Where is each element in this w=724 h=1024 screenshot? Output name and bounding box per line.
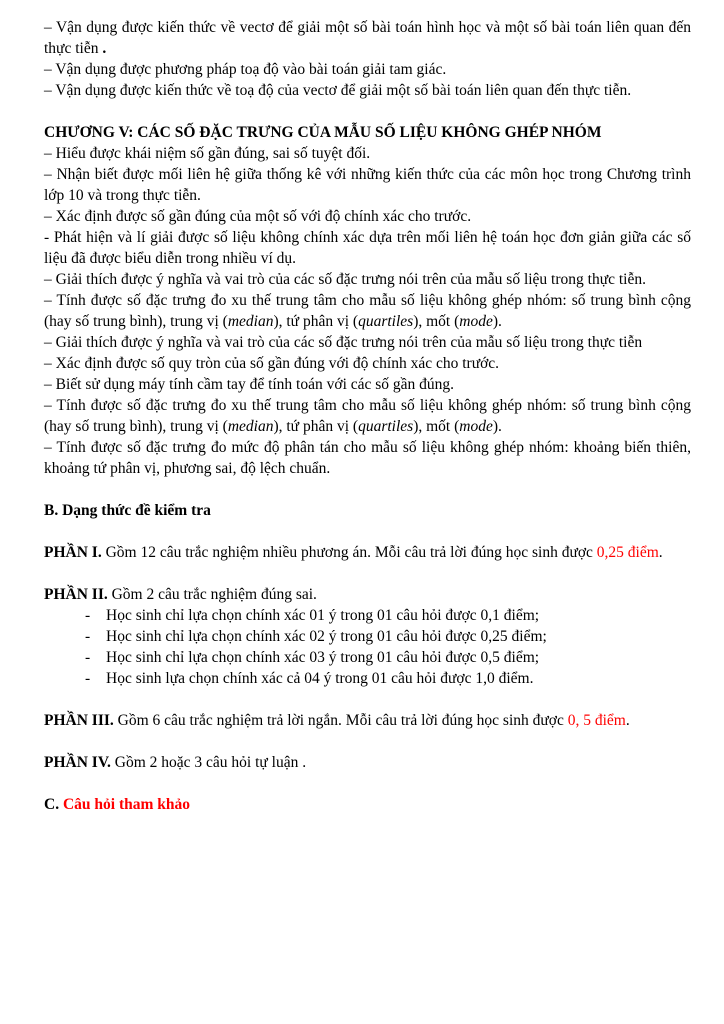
text-run: - Phát hiện và lí giải được số liệu không chính xác dựa trên mối liên hệ toán học đơn giản giữa các số liệu đã được biểu diễn trong nhiều ví dụ. [44, 229, 691, 267]
text-run: ). [492, 418, 502, 435]
text-run: PHẦN I. [44, 544, 102, 561]
text-run: – Xác định được số quy tròn của số gần đúng với độ chính xác cho trước. [44, 355, 500, 372]
text-run: ). [492, 313, 502, 330]
paragraph [44, 332, 691, 353]
text-run: Gồm 12 câu trắc nghiệm nhiều phương án. Mỗi câu trả lời đúng học sinh được [101, 544, 597, 561]
text-run: Học sinh chỉ lựa chọn chính xác 02 ý trong 01 câu hỏi được 0,25 điểm; [106, 628, 547, 645]
paragraph [44, 80, 691, 101]
blank-line [44, 521, 691, 542]
paragraph [44, 374, 691, 395]
text-run: ), tứ phân vị ( [273, 418, 359, 435]
text-run: B. Dạng thức đề kiểm tra [44, 502, 211, 519]
paragraph [44, 647, 691, 668]
text-run: mode [459, 418, 493, 435]
paragraph [44, 668, 691, 689]
text-run: Gồm 2 câu trắc nghiệm đúng sai. [107, 586, 317, 603]
blank-line [44, 689, 691, 710]
blank-line [44, 563, 691, 584]
text-run: Học sinh lựa chọn chính xác cả 04 ý trong 01 câu hỏi được 1,0 điểm. [106, 670, 534, 687]
paragraph [44, 290, 691, 332]
text-run: PHẦN III. [44, 712, 114, 729]
text-run: – Nhận biết được mối liên hệ giữa thống kê với những kiến thức của các môn học trong Chương trình lớp 10 và trong thực tiễn. [44, 166, 691, 204]
text-run: – Vận dụng được kiến thức về vectơ để giải một số bài toán hình học và một số bài toán liên quan đến thực tiễn [44, 19, 691, 57]
text-run: Học sinh chỉ lựa chọn chính xác 03 ý trong 01 câu hỏi được 0,5 điểm; [106, 649, 540, 666]
text-run: Học sinh chỉ lựa chọn chính xác 01 ý trong 01 câu hỏi được 0,1 điểm; [106, 607, 540, 624]
list-bullet: - [85, 607, 91, 624]
paragraph [44, 17, 691, 59]
text-run: – Biết sử dụng máy tính cầm tay để tính toán với các số gần đúng. [44, 376, 455, 393]
blank-line [44, 731, 691, 752]
list-bullet: - [85, 649, 91, 666]
text-run: 0, 5 điểm [567, 712, 626, 729]
paragraph [44, 143, 691, 164]
paragraph [44, 605, 691, 626]
text-run: – Giải thích được ý nghĩa và vai trò của các số đặc trưng nói trên của mẫu số liệu trong thực tiễn. [44, 271, 646, 288]
paragraph [44, 164, 691, 206]
document-body [44, 17, 691, 815]
paragraph [44, 395, 691, 437]
text-run: quartiles [358, 418, 414, 435]
text-run: . [658, 544, 663, 561]
paragraph [44, 437, 691, 479]
paragraph [44, 353, 691, 374]
list-item-text [106, 647, 539, 668]
section-heading [44, 122, 691, 143]
text-run: – Vận dụng được kiến thức về toạ độ của vectơ để giải một số bài toán liên quan đến thực tiễn. [44, 82, 632, 99]
text-run: PHẦN IV. [44, 754, 111, 771]
text-run: – Hiểu được khái niệm số gần đúng, sai số tuyệt đối. [44, 145, 371, 162]
text-run: Câu hỏi tham khảo [62, 796, 191, 813]
text-run: – Vận dụng được phương pháp toạ độ vào bài toán giải tam giác. [44, 61, 447, 78]
list-bullet: - [85, 628, 91, 645]
paragraph [44, 59, 691, 80]
list-item-text [106, 605, 539, 626]
paragraph [44, 227, 691, 269]
text-run: ), mốt ( [413, 313, 460, 330]
text-run: . [102, 40, 107, 57]
paragraph [44, 542, 691, 563]
text-run: . [625, 712, 630, 729]
text-run: median [227, 313, 274, 330]
paragraph [44, 206, 691, 227]
text-run: Gồm 2 hoặc 3 câu hỏi tự luận . [110, 754, 307, 771]
text-run: – Tính được số đặc trưng đo mức độ phân tán cho mẫu số liệu không ghép nhóm: khoảng biến thiên, khoảng tứ phân vị, phương sai, độ lệch chuẩn. [44, 439, 691, 477]
text-run: – Tính được số đặc trưng đo xu thế trung tâm cho mẫu số liệu không ghép nhóm: số trung bình cộng (hay số trung bình), trung vị ( [44, 292, 691, 330]
text-run: – Giải thích được ý nghĩa và vai trò của các số đặc trưng nói trên của mẫu số liệu trong thực tiễn [44, 334, 643, 351]
blank-line [44, 773, 691, 794]
text-run: median [227, 418, 274, 435]
section-heading [44, 794, 691, 815]
text-run: – Xác định được số gần đúng của một số với độ chính xác cho trước. [44, 208, 472, 225]
text-run: Gồm 6 câu trắc nghiệm trả lời ngắn. Mỗi câu trả lời đúng học sinh được [113, 712, 568, 729]
paragraph [44, 626, 691, 647]
text-run: ), mốt ( [413, 418, 460, 435]
paragraph [44, 584, 691, 605]
list-bullet: - [85, 670, 91, 687]
list-item-text [106, 626, 547, 647]
text-run: 0,25 điểm [596, 544, 659, 561]
section-heading [44, 500, 691, 521]
text-run: – Tính được số đặc trưng đo xu thế trung tâm cho mẫu số liệu không ghép nhóm: số trung bình cộng (hay số trung bình), trung vị ( [44, 397, 691, 435]
blank-line [44, 479, 691, 500]
text-run: CHƯƠNG V: CÁC SỐ ĐẶC TRƯNG CỦA MẪU SỐ LIỆU KHÔNG GHÉP NHÓM [44, 124, 602, 141]
text-run: PHẦN II. [44, 586, 108, 603]
list-item-text [106, 668, 533, 689]
text-run: quartiles [358, 313, 414, 330]
text-run: C. [44, 796, 63, 813]
text-run: ), tứ phân vị ( [273, 313, 359, 330]
paragraph [44, 269, 691, 290]
paragraph [44, 752, 691, 773]
blank-line [44, 101, 691, 122]
paragraph [44, 710, 691, 731]
text-run: mode [459, 313, 493, 330]
